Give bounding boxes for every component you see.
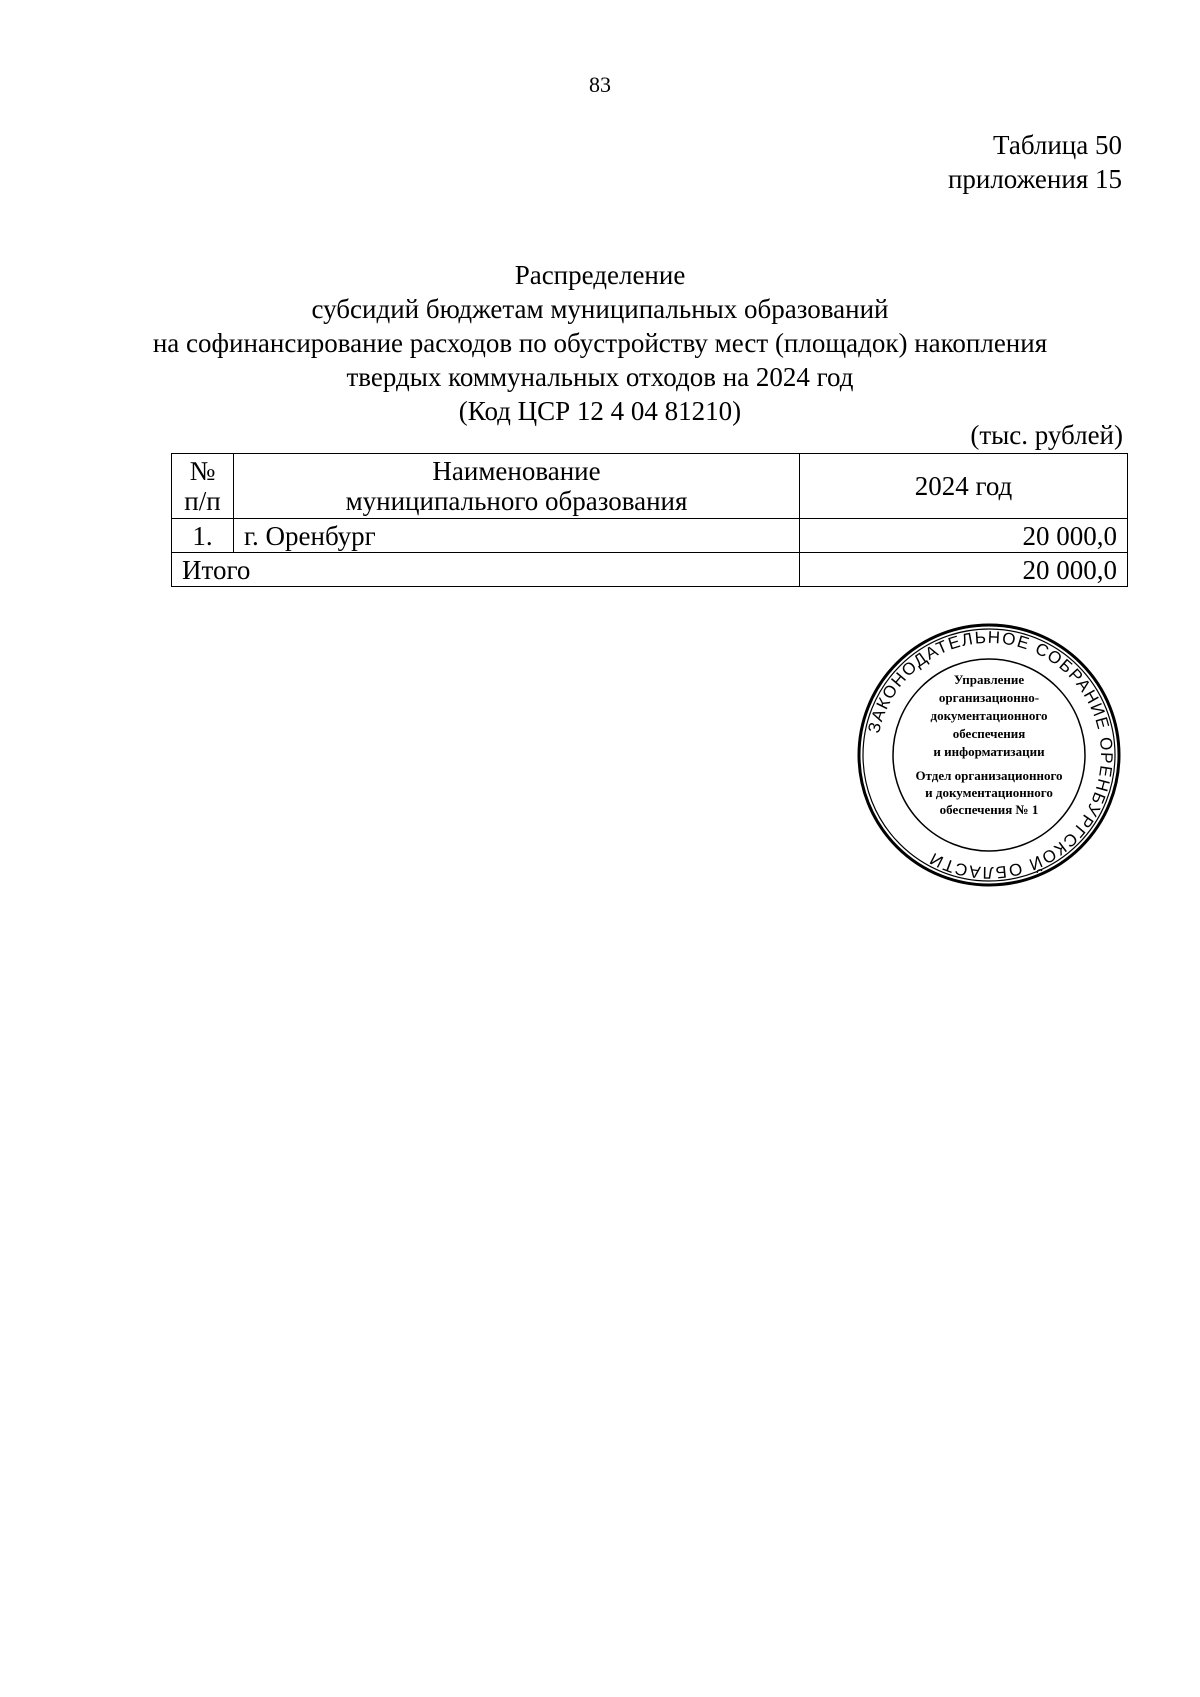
row-municipality: г. Оренбург xyxy=(234,519,800,553)
header-year: 2024 год xyxy=(800,454,1128,519)
header-number-line: № xyxy=(189,456,216,486)
header-municipality-line: муниципального образования xyxy=(345,486,688,516)
svg-text:ЗАКОНОДАТЕЛЬНОЕ СОБРАНИЕ ОРЕНБ: ЗАКОНОДАТЕЛЬНОЕ СОБРАНИЕ ОРЕНБУРГСКОЙ ОБЛАСТИ xyxy=(864,627,1117,883)
header-number xyxy=(172,454,234,519)
row-value: 20 000,0 xyxy=(800,519,1128,553)
title-line: Распределение xyxy=(514,260,686,290)
svg-text:документационного: документационного xyxy=(930,708,1048,723)
svg-text:и документационного: и документационного xyxy=(925,785,1053,800)
title-line: (Код ЦСР 12 4 04 81210) xyxy=(458,396,742,426)
row-number: 1. xyxy=(172,519,234,553)
units-label: (тыс. рублей) xyxy=(970,420,1123,450)
distribution-table xyxy=(171,453,1128,587)
title-line: на софинансирование расходов по обустройству мест (площадок) накопления xyxy=(152,328,1048,358)
header-number-line: п/п xyxy=(184,486,221,516)
svg-text:и информатизации: и информатизации xyxy=(933,744,1045,759)
svg-text:организационно-: организационно- xyxy=(938,690,1040,705)
total-label: Итого xyxy=(172,553,800,587)
svg-text:Управление: Управление xyxy=(953,672,1025,687)
svg-text:обеспечения: обеспечения xyxy=(952,726,1026,741)
page-number: 83 xyxy=(589,72,611,97)
table-header-row xyxy=(172,454,1128,519)
total-value: 20 000,0 xyxy=(800,553,1128,587)
table-reference xyxy=(948,128,1122,196)
table-reference-line: Таблица 50 xyxy=(993,130,1122,160)
official-seal-stamp xyxy=(854,620,1124,890)
total-row xyxy=(172,553,1128,587)
title-line: твердых коммунальных отходов на 2024 год xyxy=(346,362,854,392)
svg-text:Отдел организационного: Отдел организационного xyxy=(915,768,1063,783)
document-title xyxy=(0,258,1200,428)
appendix-reference-line: приложения 15 xyxy=(947,164,1122,194)
title-line: субсидий бюджетам муниципальных образований xyxy=(311,294,889,324)
svg-text:обеспечения № 1: обеспечения № 1 xyxy=(939,802,1039,817)
table-row xyxy=(172,519,1128,553)
header-municipality-line: Наименование xyxy=(432,456,601,486)
header-municipality xyxy=(234,454,800,519)
